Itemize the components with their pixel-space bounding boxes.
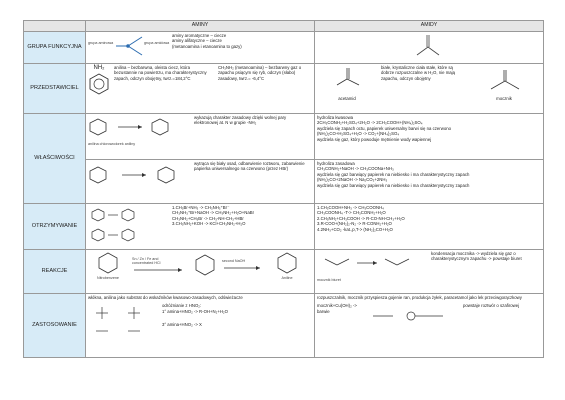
diagram-label-right: grupa amidowa xyxy=(144,41,170,45)
aminy-reaction-image xyxy=(88,115,190,147)
biuret-reaction-icon xyxy=(317,251,427,277)
bromination-desc: wytrąca się biały osad, odbarwienie roztworu, zabarwienie papierka uniwersalnego na czerwono (przez HBr) xyxy=(194,161,305,172)
aniline-hcl-reaction-icon xyxy=(88,115,190,141)
amide-group-icon xyxy=(399,33,459,61)
hno2-primary: 1° amina+HNO₂ -> R-OH+N₂+H₂O xyxy=(162,308,228,314)
comparison-table xyxy=(23,20,544,358)
amidy-synthesis-text: 1.CH₃COOH+NH₃ -> CH₃COONH₄ CH₃COONH₄ -T-> CH₃CONH₂+H₂O 2.CH₃NH₂+CH₃COOH -> R-CO-NH-CH₃+H₂O 3.R-COO+(NH₂)₂-N₂ -> R-CONH₂+H₂O 4.2NH₃+CO₂ -kat.,p,T-> (NH₂)₂CO+H₂O xyxy=(317,205,405,232)
urea-label: mocznik xyxy=(496,96,512,102)
amidy-acid-hydrolysis-text: hydroliza kwasowa 2CH₃CONH₂+H₂SO₄+2H₂O -> 2CH₃COOH+(NH₄)₂SO₄ wydziela się zapach octu, papierek uniwersalny barwi się na czerwono (NH₂)₂CO+H₂SO₄+H₂O -> CO₂+(NH₄)₂SO₄ wydziela się gaz, który powoduje mętnienie wody wapiennej xyxy=(317,115,451,142)
amidy-base-hydrolysis-text: hydroliza zasadowa CH₃CONH₂+NaOH -> CH₃COONa+NH₃ wydziela się gaz barwiący papierek na niebiesko i ma charakterystyczny zapach (NH₂)₂CO+2NaOH -> Na₂CO₃+2NH₃ wydziela się gaz barwiący papierek na niebiesko i ma charakterystyczny zapach xyxy=(317,161,470,188)
arrow-icon xyxy=(132,266,188,274)
row-label-grupa: GRUPA FUNKCYJNA xyxy=(24,32,86,64)
biuret-caption: mocznik biuret xyxy=(317,278,341,283)
row-label-otrzymywanie: OTRZYMYWANIE xyxy=(24,204,86,250)
amides-desc: białe, krystaliczne ciała stałe, które są dobrze rozpuszczalne w H₂O, nie mają zapachu, odczyn obojętny xyxy=(381,65,456,81)
acetamide-structure xyxy=(317,65,377,102)
header-amidy: AMIDY xyxy=(315,21,544,32)
functional-group-diagram xyxy=(88,33,168,59)
aminy-grupa-cell xyxy=(86,32,315,64)
aminy-basic-desc: wykazują charakter zasadowy dzięki wolnej pary elektronowej at. N w grupie -NH₂ xyxy=(194,115,287,126)
aminy-przedstawiciel-cell xyxy=(86,64,315,114)
aminy-otrzymywanie-cell xyxy=(86,204,315,250)
nitrobenzene-icon xyxy=(95,251,121,275)
reagent-label: Sn / Zn / Fe and concentrated HCl xyxy=(132,256,161,266)
amine-hno2-block xyxy=(162,303,310,340)
biuret-test-eq: mocznik+Cu(OH)₂ -> xyxy=(317,303,357,309)
biuret-test-label xyxy=(317,303,359,329)
amidy-reakcje-cell xyxy=(315,250,544,294)
aniline-formula: NH₂ xyxy=(93,65,105,71)
amidy-grupa-cell xyxy=(315,32,544,64)
acetamide-icon xyxy=(317,65,377,95)
reaction-step-1 xyxy=(132,257,188,276)
aminy-synthesis-image xyxy=(88,205,168,246)
aminy-zastosowanie-cell xyxy=(86,294,315,358)
second-step-label: second NaOH xyxy=(222,259,246,263)
aminy-reakcje-cell xyxy=(86,250,315,294)
reaction-step-2 xyxy=(222,259,266,273)
amine-structures-icon xyxy=(88,303,158,339)
acetamide-label: acetamid xyxy=(338,96,356,102)
urea-icon xyxy=(469,65,539,95)
nitrobenzene-label: Nitrobenzene xyxy=(97,276,119,281)
biuret-text: kondensacja mocznika -> wydziela się gaz o charakterystycznym zapachu -> powstaje biuret xyxy=(431,251,522,262)
amidy-otrzymywanie-cell xyxy=(315,204,544,250)
hno2-tertiary: 3° amina+HNO₂ -> X xyxy=(162,322,202,328)
copper-complex-icon xyxy=(363,303,459,329)
methylamine-desc: CH₃NH₂ (metanoamina) – bezbarwny gaz o zapachu psiącym się ryb, odczyn (słabo) zasadowy, twrz.= -6,4°C xyxy=(217,65,302,81)
aniline-structure xyxy=(88,65,110,97)
functional-group-icon xyxy=(88,33,168,59)
amidy-przedstawiciel-cell xyxy=(315,64,544,114)
header-aminy: AMINY xyxy=(86,21,315,32)
amidy-hydroliza-zasadowa xyxy=(315,160,544,204)
urea-structure xyxy=(469,65,539,102)
amidy-zastosowanie-cell xyxy=(315,294,544,358)
aniline-product xyxy=(270,251,304,281)
hno2-title: odróżnianie z HNO₂: xyxy=(162,303,202,309)
notes-sheet xyxy=(23,20,543,380)
bromination-image xyxy=(88,161,190,194)
benzene-ring-icon xyxy=(88,72,110,96)
reaction-caption: anilina chlorowodorek aniliny xyxy=(88,142,136,147)
row-label-zastosowanie: ZASTOSOWANIE xyxy=(24,294,86,358)
aniline-ring-icon xyxy=(274,251,300,275)
intermediate xyxy=(192,253,218,278)
row-label-reakcje: REAKCJE xyxy=(24,250,86,294)
row-label-wlasciwosci: WŁAŚCIWOŚCI xyxy=(24,114,86,204)
amidy-use-text: rozpuszczalnik, mocznik przyspiesza gojenie ran, produkcja żyłek, paracetamol jako lek przeciwgorączkowy xyxy=(317,295,522,300)
nitrobenzene xyxy=(88,251,128,281)
aminy-bromination-cell xyxy=(86,160,315,204)
synthesis-icon xyxy=(88,205,168,245)
corner-cell xyxy=(24,21,86,32)
biuret-result: powstaje roztwór o szafirowej xyxy=(463,303,520,309)
biuret-reaction-image xyxy=(317,251,427,283)
arrow-icon-2 xyxy=(222,264,266,272)
biuret-test-color: barwie xyxy=(317,308,330,314)
aniline-label: Aniline xyxy=(281,276,293,281)
aminy-grupa-text: aminy aromatyczne – ciecze aminy alifatyczne – ciecze (metanoaminа i etanoamina to gazy) xyxy=(172,33,242,49)
aniline-desc: anilina – bezbarwna, oleista ciecz, która bezustannie na powietrzu, ma charakterystyczny zapach, odczyn obojętny, twrz.=184,2°C xyxy=(114,65,207,81)
aminy-synthesis-text: 1.CH₃Br+NH₃ -> CH₃NH₃⁺Br⁻ CH₃NH₃⁺Br+NaOH -> CH₃NH₂+H₂O+NaBr CH₃NH₂+CH₃Br -> CH₃-NH-CH₃+HBr 3.CH₃NH₂+KOH -> KCl+CH₃NH₂+H₂O xyxy=(172,205,255,227)
amidy-hydroliza-kwasowa xyxy=(315,114,544,160)
bromination-icon xyxy=(88,161,190,193)
amine-structures xyxy=(88,303,158,340)
aminy-wlasciwosci-cell xyxy=(86,114,315,160)
intermediate-ring-icon xyxy=(192,253,218,277)
aminy-use-text: włókna, anilina jako substrat do wskaźników kwasowo-zasadowych, odświeżacze xyxy=(88,295,243,300)
diagram-label-left: grupa aminowa xyxy=(88,41,114,45)
row-label-przedstawiciel: PRZEDSTAWICIEL xyxy=(24,64,86,114)
